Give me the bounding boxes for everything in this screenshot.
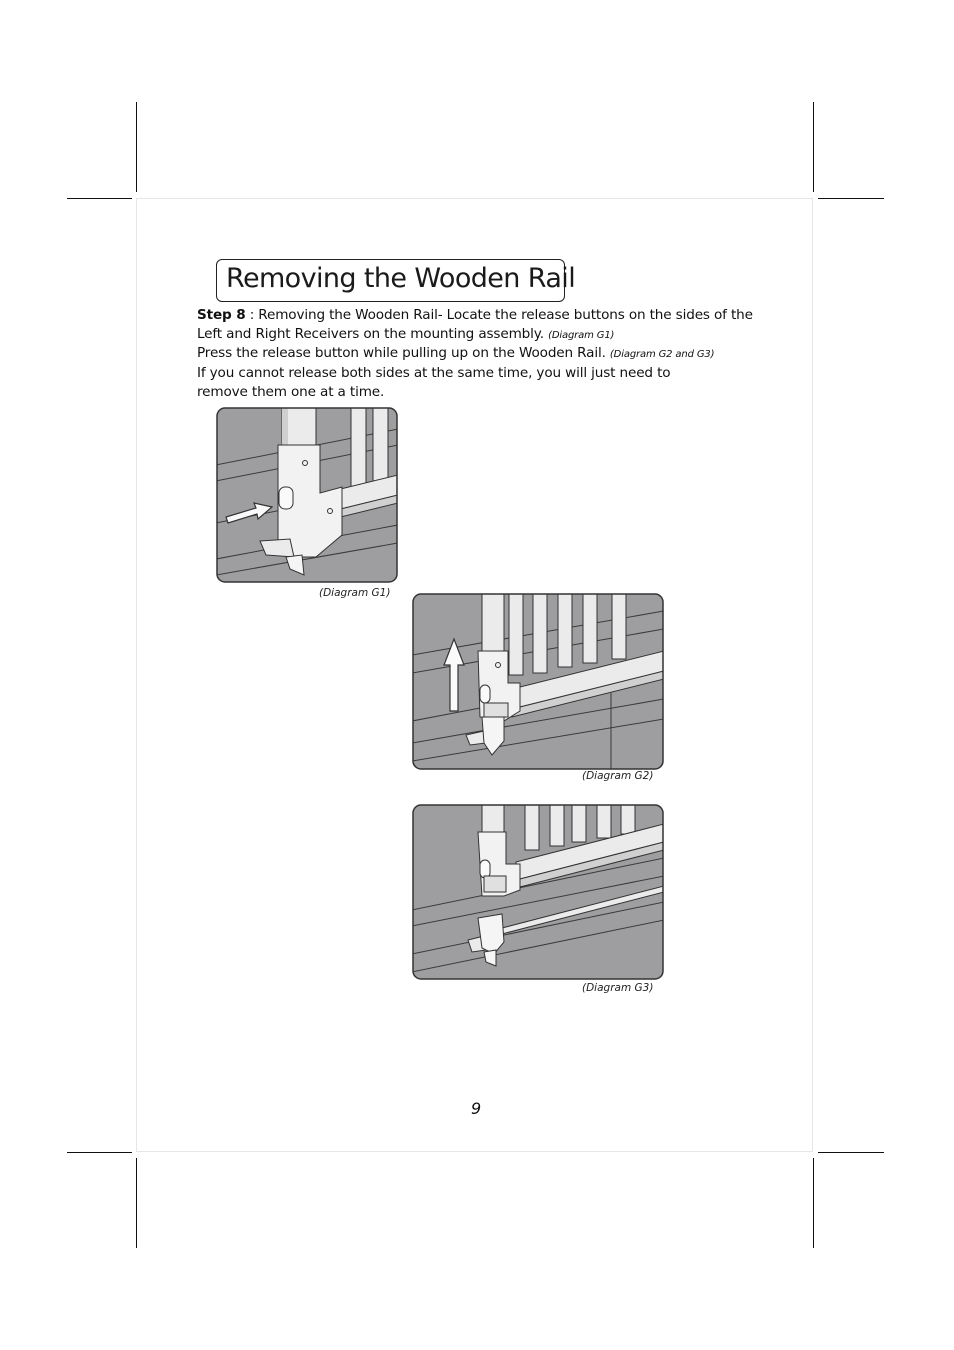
instruction-line-2: Left and Right Receivers on the mounting assembly. (Diagram G1) — [197, 326, 615, 342]
instruction-line-5: remove them one at a time. — [197, 384, 385, 400]
crop-mark — [818, 1152, 884, 1153]
section-title-box — [216, 259, 576, 302]
crop-mark — [813, 102, 814, 192]
crop-mark — [136, 1158, 137, 1248]
diagram-g3-illustration — [412, 804, 664, 980]
instruction-line-3: Press the release button while pulling up on the Wooden Rail. (Diagram G2 and G3) — [197, 345, 715, 361]
crop-mark — [813, 1158, 814, 1248]
diagram-g1-caption: (Diagram G1) — [319, 587, 391, 599]
diagram-g2-caption: (Diagram G2) — [582, 770, 654, 782]
instruction-line-4: If you cannot release both sides at the same time, you will just need to — [197, 365, 671, 381]
crop-mark — [67, 1152, 132, 1153]
diagram-g2-illustration — [412, 593, 664, 770]
diagram-g1-illustration — [216, 407, 398, 583]
page-title: Removing the Wooden Rail — [226, 263, 576, 294]
crop-mark — [136, 102, 137, 192]
page-number: 9 — [471, 1099, 482, 1118]
diagram-reference: (Diagram G1) — [548, 330, 615, 341]
crop-mark — [67, 198, 132, 199]
crop-mark — [818, 198, 884, 199]
diagram-reference: (Diagram G2 and G3) — [609, 349, 715, 360]
instruction-line-1: Step 8 : Removing the Wooden Rail- Locate the release buttons on the sides of the — [197, 307, 753, 323]
step-label: Step 8 — [197, 307, 246, 323]
diagram-g3-caption: (Diagram G3) — [582, 982, 654, 994]
